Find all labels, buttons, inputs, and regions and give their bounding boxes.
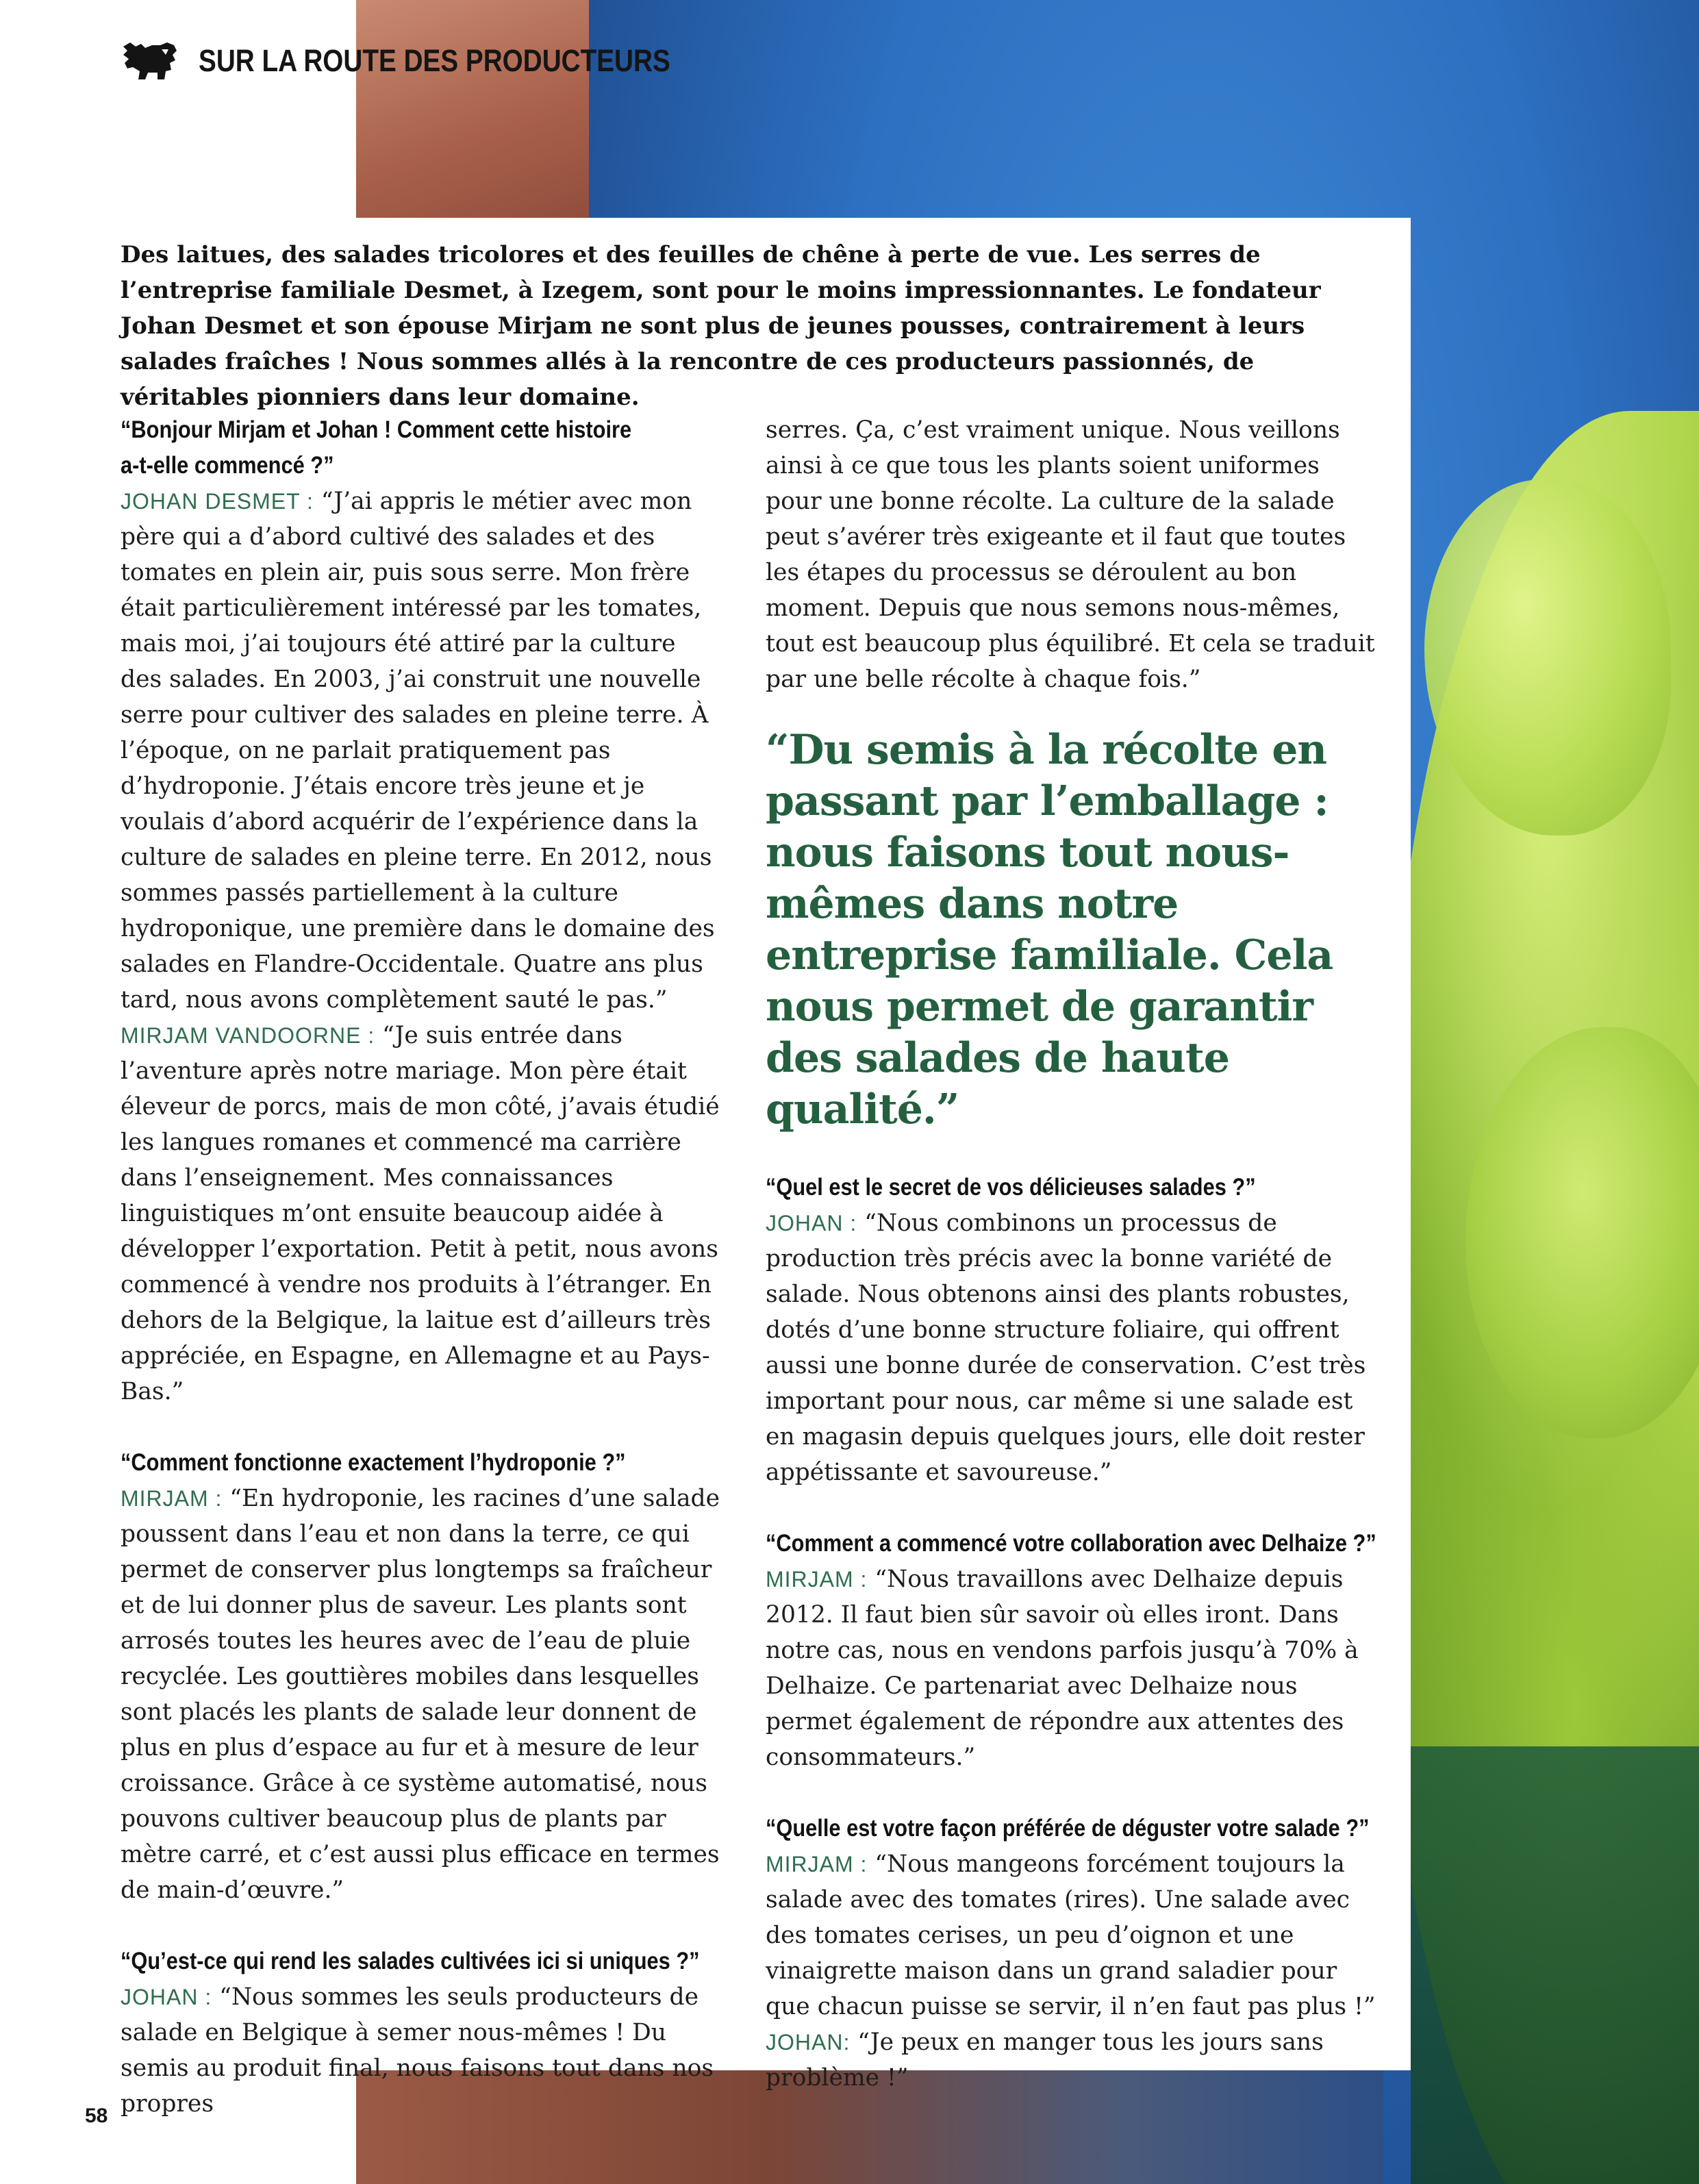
interview-question: “Quel est le secret de vos délicieuses salades ?” bbox=[766, 1174, 1256, 1201]
interview-question: “Comment a commencé votre collaboration avec Delhaize ?” bbox=[766, 1530, 1376, 1557]
article-intro: Des laitues, des salades tricolores et des feuilles de chêne à perte de vue. Les serres de l’entreprise familiale Desmet, à Izegem, sont pour le moins impressionnantes. Le fondateur Johan Desmet et son épouse Mirjam ne sont plus de jeunes pousses, contrairement à leurs salades fraîches ! Nous sommes allés à la rencontre de ces producteurs passionnés, de véritables pionniers dans leur domaine. bbox=[121, 241, 1321, 411]
answer-text: “En hydroponie, les racines d’une salade poussent dans l’eau et non dans la terre, ce qui permet de conserver plus longtemps sa fraîcheur et de lui donner plus de saveur. Les plants sont arrosés toutes les heures avec de l’eau de pluie recyclée. Les gouttières mobiles dans lesquelles sont placés les plants de salade leur donnent de plus en plus d’espace au fur et à mesure de leur croissance. Grâce à ce système automatisé, nous pouvons cultiver beaucoup plus de plants par mètre carré, et c’est aussi plus efficace en termes de main-d’œuvre.” bbox=[121, 1485, 720, 1904]
interview-answer bbox=[121, 1979, 723, 2122]
interview-answer bbox=[121, 1018, 723, 1409]
interview-answer bbox=[766, 1846, 1382, 2024]
speaker-label: MIRJAM : bbox=[121, 1486, 223, 1511]
section-title: SUR LA ROUTE DES PRODUCTEURS bbox=[199, 43, 670, 78]
speaker-label: JOHAN DESMET : bbox=[121, 489, 314, 514]
lion-logo-icon bbox=[121, 40, 178, 82]
answer-text: “Nous travaillons avec Delhaize depuis 2012. Il faut bien sûr savoir où elles iront. Dans notre cas, nous en vendons parfois jusqu’à 70% à Delhaize. Ce partenariat avec Delhaize nous permet également de répondre aux attentes des consommateurs.” bbox=[766, 1566, 1359, 1771]
answer-text: “Nous mangeons forcément toujours la salade avec des tomates (rires). Une salade avec des tomates cerises, un peu d’oignon et une vinaigrette maison dans un grand saladier pour que chacun puisse se servir, il n’en faut pas plus !” bbox=[766, 1850, 1376, 2020]
speaker-label: JOHAN: bbox=[766, 2030, 851, 2055]
speaker-label: MIRJAM VANDOORNE : bbox=[121, 1023, 375, 1048]
page-number: 58 bbox=[85, 2105, 108, 2127]
answer-text: “Je peux en manger tous les jours sans problème !” bbox=[766, 2029, 1324, 2092]
interview-question: a-t-elle commencé ?” bbox=[121, 452, 334, 479]
section-header bbox=[121, 40, 747, 82]
answer-text: “J’ai appris le métier avec mon père qui a d’abord cultivé des salades et des tomates en plein air, puis sous serre. Mon frère était particulièrement intéressé par les tomates, mais moi, j’ai toujours été attiré par la culture des salades. En 2003, j’ai construit une nouvelle serre pour cultiver des salades en pleine terre. À l’époque, on ne parlait pratiquement pas d’hydroponie. J’étais encore très jeune et je voulais d’abord acquérir de l’expérience dans la culture de salades en pleine terre. En 2012, nous sommes passés partiellement à la culture hydroponique, une première dans le domaine des salades en Flandre-Occidentale. Quatre ans plus tard, nous avons complètement sauté le pas.” bbox=[121, 488, 715, 1014]
interview-answer bbox=[766, 1205, 1382, 1490]
answer-text: “Nous combinons un processus de production très précis avec la bonne variété de salade. Nous obtenons ainsi des plants robustes, dotés d’une bonne structure foliaire, qui offrent aussi une bonne durée de conservation. C’est très important pour nous, car même si une salade est en magasin depuis quelques jours, elle doit rester appétissante et savoureuse.” bbox=[766, 1209, 1366, 1486]
interview-question: “Comment fonctionne exactement l’hydroponie ?” bbox=[121, 1449, 626, 1476]
interview-question: “Qu’est-ce qui rend les salades cultivées ici si uniques ?” bbox=[121, 1948, 700, 1974]
answer-continuation: serres. Ça, c’est vraiment unique. Nous veillons ainsi à ce que tous les plants soient uniformes pour une bonne récolte. La culture de la salade peut s’avérer très exigeante et il faut que toutes les étapes du processus se déroulent au bon moment. Depuis que nous semons nous-mêmes, tout est beaucoup plus équilibré. Et cela se traduit par une belle récolte à chaque fois.” bbox=[766, 416, 1375, 693]
photo-green-crate bbox=[1411, 1746, 1699, 2184]
answer-text: “Nous sommes les seuls producteurs de salade en Belgique à semer nous-mêmes ! Du semis au produit final, nous faisons tout dans nos propres bbox=[121, 1983, 714, 2118]
speaker-label: MIRJAM : bbox=[766, 1567, 868, 1592]
interview-answer bbox=[766, 1561, 1382, 1775]
article-column-right bbox=[766, 412, 1382, 2096]
speaker-label: JOHAN : bbox=[121, 1985, 212, 2009]
speaker-label: JOHAN : bbox=[766, 1211, 857, 1235]
interview-answer bbox=[766, 2024, 1382, 2096]
pull-quote: “Du semis à la récolte en passant par l’emballage : nous faisons tout nous-mêmes dans notre entreprise familiale. Cela nous permet de garantir des salades de haute qualité.” bbox=[766, 726, 1333, 1133]
interview-answer bbox=[121, 1481, 723, 1908]
interview-question: “Quelle est votre façon préférée de déguster votre salade ?” bbox=[766, 1815, 1370, 1842]
interview-answer bbox=[121, 484, 723, 1018]
interview-question: “Bonjour Mirjam et Johan ! Comment cette histoire bbox=[121, 416, 632, 443]
answer-text: “Je suis entrée dans l’aventure après notre mariage. Mon père était éleveur de porcs, mais de mon côté, j’avais étudié les langues romanes et commencé ma carrière dans l’enseignement. Mes connaissances linguistiques m’ont ensuite beaucoup aidée à développer l’exportation. Petit à petit, nous avons commencé à vendre nos produits à l’étranger. En dehors de la Belgique, la laitue est d’ailleurs très appréciée, en Espagne, en Allemagne et au Pays-Bas.” bbox=[121, 1022, 720, 1405]
speaker-label: MIRJAM : bbox=[766, 1852, 868, 1877]
article-column-left bbox=[121, 412, 723, 2122]
